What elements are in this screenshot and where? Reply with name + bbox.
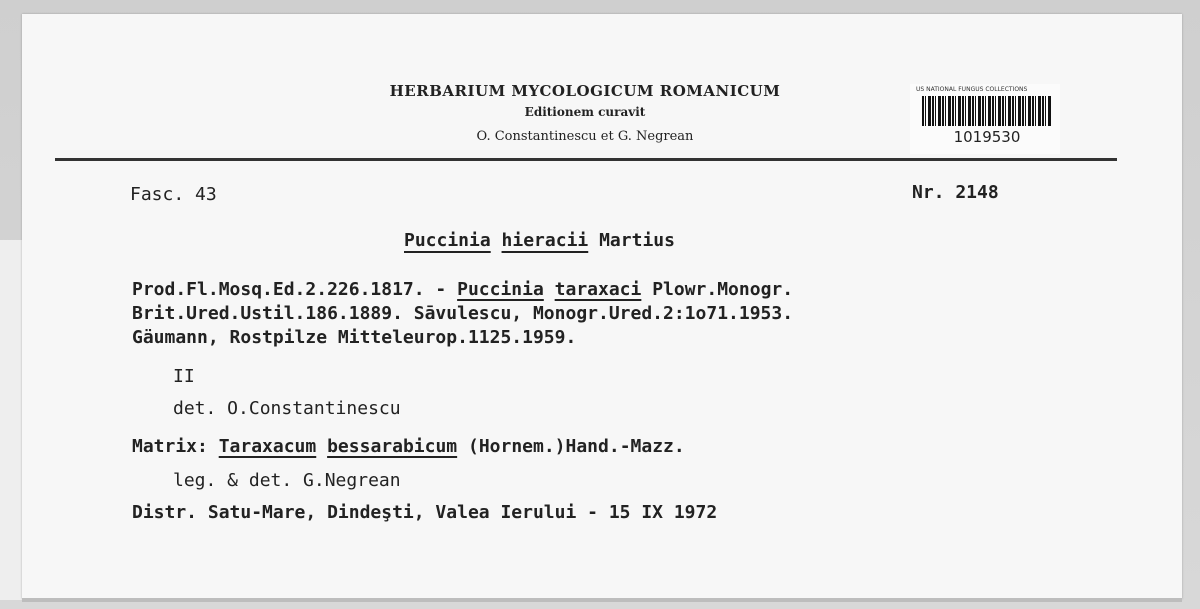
header-subtitle: Editionem curavit (524, 105, 646, 119)
synonym-genus: Puccinia (457, 279, 544, 300)
determiner: det. O.Constantinescu (173, 398, 401, 419)
label-header (360, 80, 810, 144)
species-epithet: hieracii (501, 230, 589, 251)
header-editors: O. Constantinescu et G. Negrean (476, 129, 694, 144)
synonymy-line-1-post: Plowr.Monogr. (641, 279, 794, 300)
synonymy-block (132, 278, 793, 350)
synonymy-line-2: Brit.Ured.Ustil.186.1889. Sāvulescu, Monogr.Ured.2:1o71.1953. (132, 303, 794, 324)
barcode-number: 1019530 (953, 128, 1021, 146)
species-name (404, 230, 675, 251)
species-author: Martius (599, 230, 675, 251)
barcode-icon (922, 96, 1052, 126)
herbarium-title: HERBARIUM MYCOLOGICUM ROMANICUM (389, 82, 781, 100)
host-author: (Hornem.)Hand.-Mazz. (457, 436, 685, 457)
synonymy-line-1 (132, 278, 793, 302)
locality: Distr. Satu-Mare, Dindeşti, Valea Ierului - 15 IX 1972 (132, 502, 718, 523)
matrix-label: Matrix: (132, 436, 219, 457)
host-genus: Taraxacum (218, 436, 317, 457)
synonymy-line-1-pre: Prod.Fl.Mosq.Ed.2.226.1817. - (132, 279, 458, 300)
barcode-sticker (910, 84, 1060, 154)
synonymy-line-3: Gäumann, Rostpilze Mitteleurop.1125.1959. (132, 327, 577, 348)
barcode-caption: US NATIONAL FUNGUS COLLECTIONS (916, 86, 1028, 93)
header-divider (55, 158, 1117, 161)
species-genus: Puccinia (404, 230, 491, 251)
host-epithet: bessarabicum (327, 436, 458, 457)
label-edge (22, 598, 1182, 602)
fascicle-number: Fasc. 43 (130, 184, 217, 205)
synonym-epithet: taraxaci (554, 279, 642, 300)
host-matrix (132, 436, 685, 457)
specimen-number: Nr. 2148 (912, 182, 999, 203)
collector: leg. & det. G.Negrean (173, 470, 401, 491)
spore-stage: II (173, 366, 195, 387)
